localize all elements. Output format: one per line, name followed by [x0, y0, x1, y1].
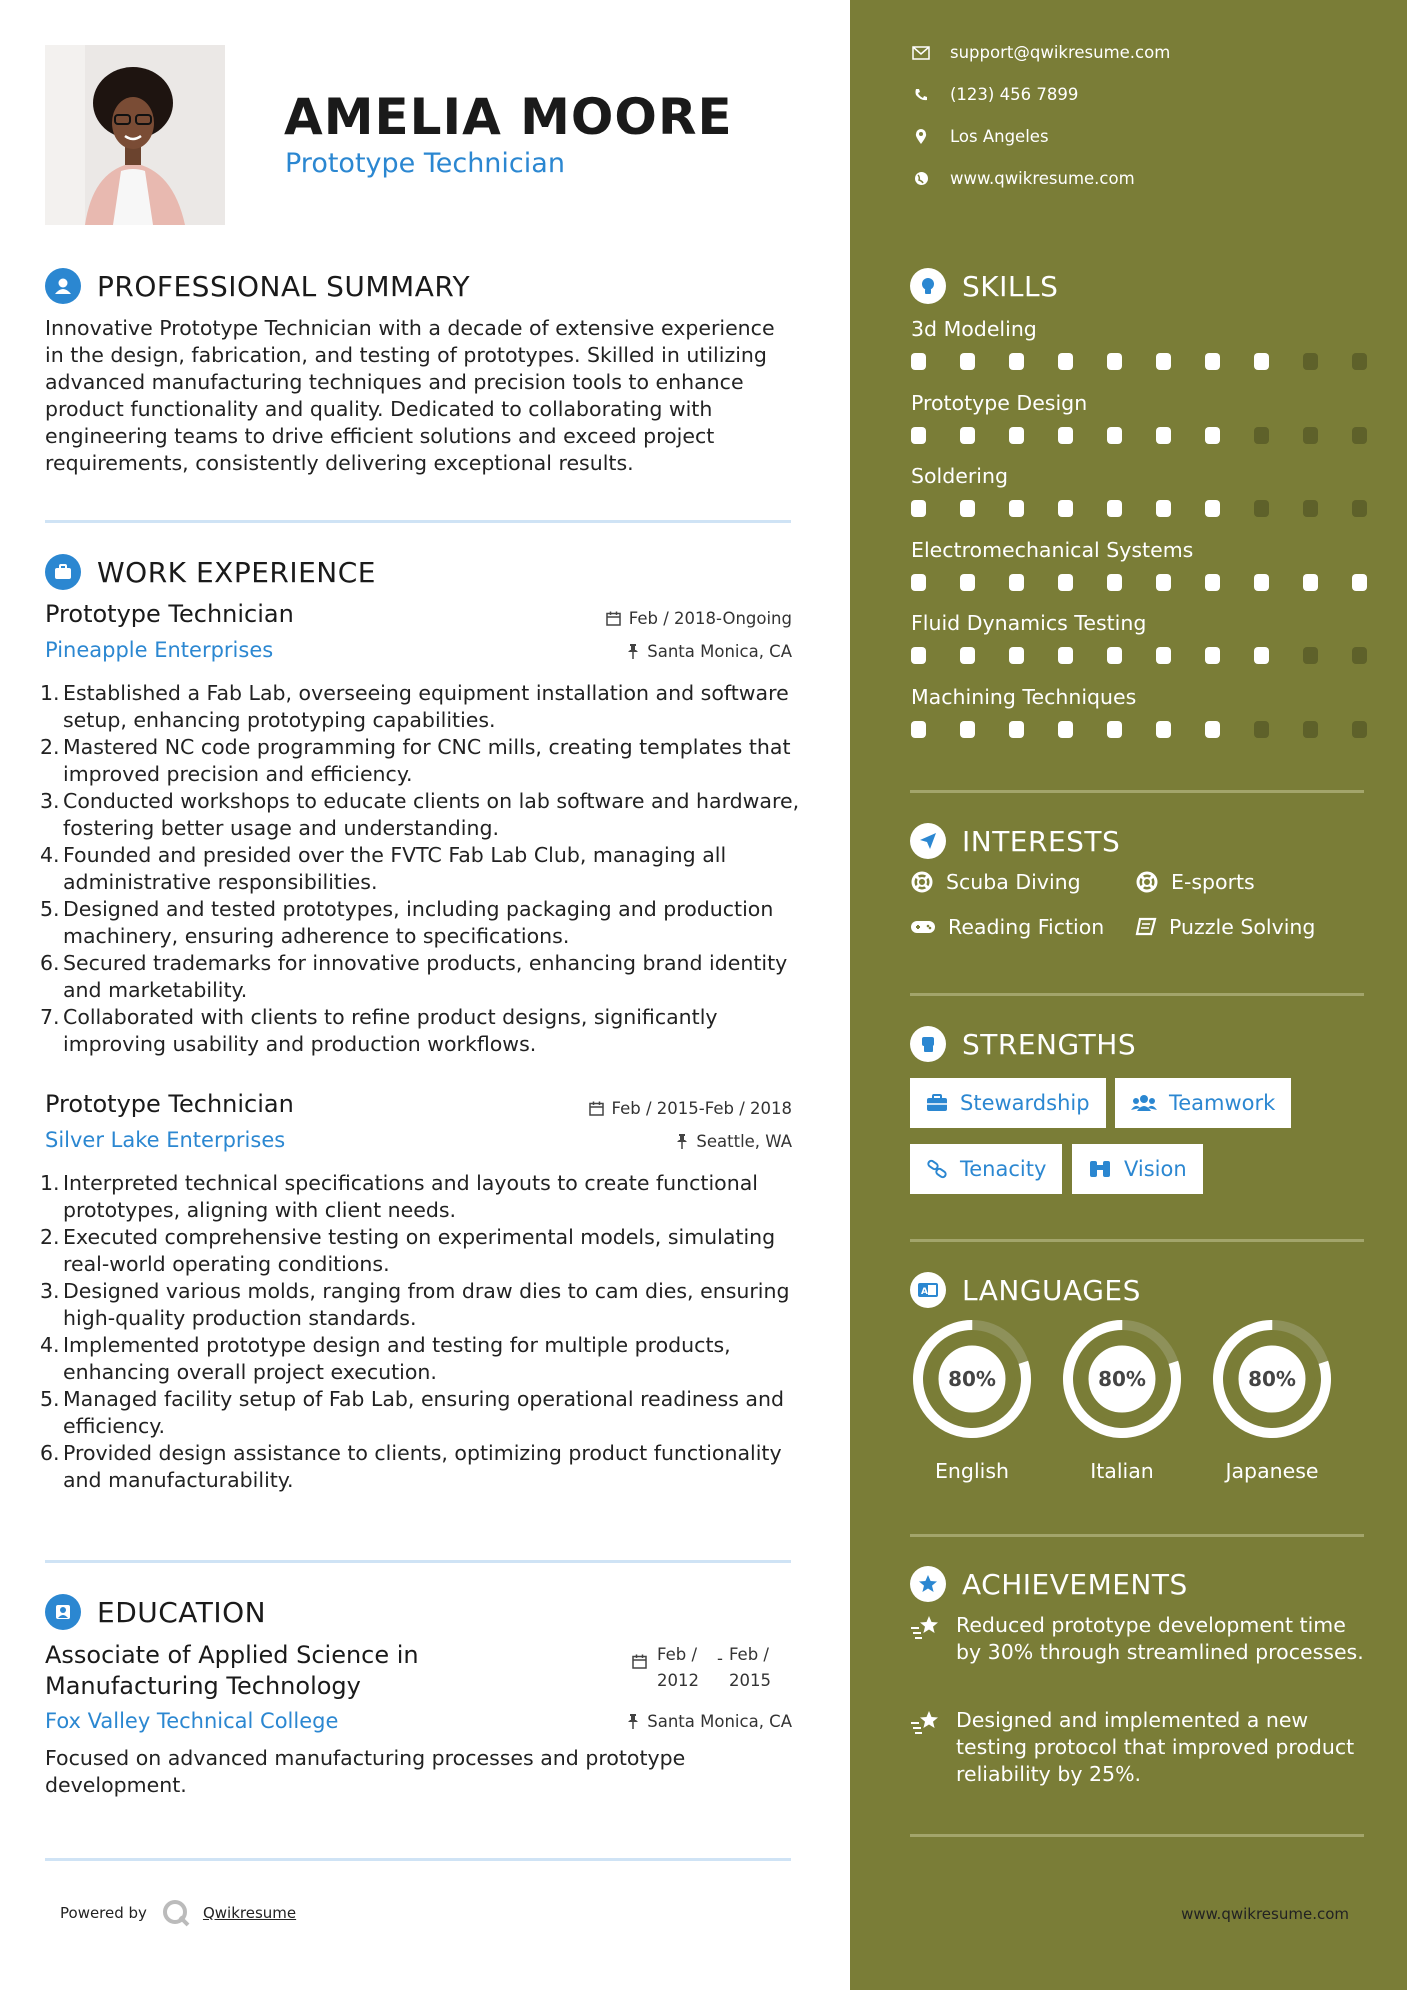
- language-item: [1210, 1317, 1334, 1483]
- rating-dot: [960, 427, 975, 444]
- calendar-icon: [606, 611, 621, 626]
- rating-dot: [1009, 647, 1024, 664]
- gamepad-icon: [910, 918, 936, 936]
- list-item: 2. Executed comprehensive testing on experimental models, simulating real-world operating conditions.: [40, 1225, 776, 1276]
- school-name: Fox Valley Technical College: [45, 1709, 339, 1733]
- languages-heading: [910, 1272, 1141, 1308]
- language-percent: 80%: [1248, 1367, 1296, 1391]
- list-item: 2. Mastered NC code programming for CNC mills, creating templates that improved precision and efficiency.: [40, 735, 791, 786]
- strength-badge: Stewardship: [910, 1078, 1106, 1128]
- education-heading: [45, 1594, 266, 1630]
- users-icon: [1131, 1094, 1157, 1112]
- brand-link[interactable]: Qwikresume: [202, 1904, 297, 1922]
- rating-dot: [1254, 353, 1269, 370]
- rating-dot: [1107, 353, 1122, 370]
- job-bullets: [40, 680, 800, 1058]
- rating-dot: [1205, 353, 1220, 370]
- skill-name: Electromechanical Systems: [911, 537, 1194, 562]
- interest-item: E-sports: [1135, 870, 1255, 894]
- rating-dot: [911, 721, 926, 738]
- list-item: 4. Founded and presided over the FVTC Fab Lab Club, managing all administrative responsibilities.: [40, 843, 727, 894]
- footer-website[interactable]: www.qwikresume.com: [1181, 1905, 1349, 1923]
- list-item: 5. Designed and tested prototypes, including packaging and production machinery, ensuring adherence to specifications.: [40, 897, 774, 948]
- rating-dot: [960, 721, 975, 738]
- divider: [45, 520, 791, 523]
- list-item: 1. Established a Fab Lab, overseeing equipment installation and software setup, enhancing prototyping capabilities.: [40, 681, 789, 732]
- achievement-item: Designed and implemented a new testing protocol that improved product reliability by 25%.: [910, 1707, 1370, 1788]
- skills-heading: [910, 268, 1058, 304]
- rating-dot: [1254, 500, 1269, 517]
- section-title: EDUCATION: [97, 1595, 267, 1629]
- job-title: Prototype Technician: [45, 600, 294, 628]
- lightbulb-icon: [910, 268, 946, 304]
- svg-text:A: A: [921, 1287, 928, 1297]
- list-item: 5. Managed facility setup of Fab Lab, ensuring operational readiness and efficiency.: [40, 1387, 784, 1438]
- pin-icon: [627, 1714, 639, 1729]
- rating-dot: [1009, 721, 1024, 738]
- rating-dot: [1352, 427, 1367, 444]
- section-title: STRENGTHS: [962, 1027, 1137, 1061]
- interest-item: Scuba Diving: [910, 870, 1081, 894]
- rating-dot: [1156, 647, 1171, 664]
- strengths-heading: [910, 1026, 1136, 1062]
- rating-dot: [1352, 574, 1367, 591]
- rating-dot: [911, 574, 926, 591]
- rating-dot: [1156, 500, 1171, 517]
- rating-dot: [1303, 721, 1318, 738]
- rating-dot: [1058, 500, 1073, 517]
- list-item: 3. Designed various molds, ranging from draw dies to cam dies, ensuring high-quality production standards.: [40, 1279, 790, 1330]
- rating-dot: [1303, 574, 1318, 591]
- divider: [910, 1834, 1364, 1837]
- rating-dot: [1156, 574, 1171, 591]
- rating-dot: [1009, 574, 1024, 591]
- contact-website: www.qwikresume.com: [910, 169, 1135, 188]
- language-ring: [910, 1317, 1034, 1441]
- skill-rating: [911, 721, 1401, 738]
- education-location: Santa Monica, CA: [627, 1712, 792, 1731]
- list-item: 6. Secured trademarks for innovative products, enhancing brand identity and marketability.: [40, 951, 788, 1002]
- section-title: WORK EXPERIENCE: [97, 555, 376, 589]
- rating-dot: [1205, 647, 1220, 664]
- list-item: 4. Implemented prototype design and testing for multiple products, enhancing overall project execution.: [40, 1333, 731, 1384]
- rating-dot: [1303, 427, 1318, 444]
- qwikresume-logo-icon: [161, 1898, 191, 1928]
- rating-dot: [911, 647, 926, 664]
- job-location: Santa Monica, CA: [627, 642, 792, 661]
- rating-dot: [911, 500, 926, 517]
- shooting-star-icon: [910, 1709, 944, 1788]
- rating-dot: [960, 647, 975, 664]
- calendar-icon: [632, 1654, 647, 1694]
- list-item: 1. Interpreted technical specifications and layouts to create functional prototypes, aligning with client needs.: [40, 1171, 758, 1222]
- pin-icon: [676, 1134, 688, 1149]
- language-name: Italian: [1090, 1459, 1154, 1483]
- envelope-icon: [910, 46, 932, 60]
- interests-heading: [910, 823, 1120, 859]
- star-icon: [910, 1566, 946, 1602]
- life-ring-icon: [1135, 870, 1159, 894]
- job-location: Seattle, WA: [676, 1132, 792, 1151]
- divider: [910, 993, 1364, 996]
- rating-dot: [1107, 574, 1122, 591]
- profile-photo: [45, 45, 225, 225]
- skill-rating: [911, 427, 1401, 444]
- rating-dot: [1205, 574, 1220, 591]
- pin-icon: [627, 644, 639, 659]
- interest-item: Puzzle Solving: [1135, 915, 1315, 939]
- powered-by: Powered by Qwikresume: [60, 1898, 296, 1928]
- list-item: 6. Provided design assistance to clients, optimizing product functionality and manufacturability.: [40, 1441, 782, 1492]
- skill-name: Fluid Dynamics Testing: [911, 611, 1147, 635]
- skill-name: Soldering: [911, 464, 1009, 488]
- language-icon: [910, 1272, 946, 1308]
- skill-rating: [911, 647, 1401, 664]
- link-icon: [926, 1159, 948, 1179]
- degree-title: Associate of Applied Science in Manufacturing Technology: [45, 1641, 419, 1700]
- binoculars-icon: [1088, 1159, 1112, 1179]
- skill-rating: [911, 500, 1401, 517]
- rating-dot: [1058, 647, 1073, 664]
- book-icon: [1135, 917, 1157, 937]
- language-ring: [1060, 1317, 1184, 1441]
- job-dates: Feb / 2015-Feb / 2018: [589, 1099, 792, 1118]
- rating-dot: [1254, 427, 1269, 444]
- job-title: Prototype Technician: [45, 1090, 294, 1118]
- language-item: [1060, 1317, 1184, 1483]
- language-percent: 80%: [948, 1367, 996, 1391]
- rating-dot: [1107, 427, 1122, 444]
- skill-rating: [911, 353, 1401, 370]
- section-title: PROFESSIONAL SUMMARY: [97, 269, 471, 303]
- rating-dot: [960, 500, 975, 517]
- fist-icon: [910, 1026, 946, 1062]
- rating-dot: [1205, 500, 1220, 517]
- language-percent: 80%: [1098, 1367, 1146, 1391]
- company-name: Silver Lake Enterprises: [45, 1128, 286, 1152]
- globe-icon: [910, 171, 932, 186]
- strength-badge: Teamwork: [1115, 1078, 1291, 1128]
- rating-dot: [911, 353, 926, 370]
- map-marker-icon: [910, 129, 932, 145]
- rating-dot: [1205, 721, 1220, 738]
- graduation-icon: [45, 1594, 81, 1630]
- achievements-heading: [910, 1566, 1188, 1602]
- language-ring: [1210, 1317, 1334, 1441]
- rating-dot: [1156, 353, 1171, 370]
- divider: [45, 1858, 791, 1861]
- section-title: LANGUAGES: [962, 1273, 1141, 1307]
- phone-icon: [910, 88, 932, 102]
- rating-dot: [1156, 721, 1171, 738]
- education-description: Focused on advanced manufacturing processes and prototype development.: [45, 1746, 686, 1797]
- rating-dot: [1205, 427, 1220, 444]
- rating-dot: [1352, 500, 1367, 517]
- rating-dot: [1254, 574, 1269, 591]
- job-bullets: [40, 1170, 800, 1494]
- divider: [910, 1239, 1364, 1242]
- rating-dot: [1009, 427, 1024, 444]
- rating-dot: [1352, 353, 1367, 370]
- rating-dot: [911, 427, 926, 444]
- strength-badge: Tenacity: [910, 1144, 1062, 1194]
- experience-heading: [45, 554, 376, 590]
- rating-dot: [1303, 353, 1318, 370]
- rating-dot: [1352, 647, 1367, 664]
- rating-dot: [960, 353, 975, 370]
- sidebar: [850, 0, 1407, 1990]
- skill-name: 3d Modeling: [911, 317, 1037, 341]
- strength-badge: Vision: [1072, 1144, 1203, 1194]
- rating-dot: [1303, 500, 1318, 517]
- rating-dot: [1009, 500, 1024, 517]
- language-name: English: [934, 1459, 1010, 1483]
- divider: [910, 790, 1364, 793]
- section-title: SKILLS: [962, 269, 1059, 303]
- shooting-star-icon: [910, 1614, 944, 1666]
- contact-email: support@qwikresume.com: [910, 43, 1170, 62]
- section-title: ACHIEVEMENTS: [962, 1567, 1188, 1601]
- interest-item: Reading Fiction: [910, 915, 1104, 939]
- summary-heading: [45, 268, 470, 304]
- company-name: Pineapple Enterprises: [45, 638, 274, 662]
- summary-text: Innovative Prototype Technician with a decade of extensive experience in the design, fabrication, and testing of prototypes. Skilled in utilizing advanced manufacturing techniques and precision tools to enhance product functionality and quality. Dedicated to collaborating with engineering teams to drive efficient solutions and exceed project requirements, consistently delivering exceptional results.: [45, 316, 775, 475]
- divider: [45, 1560, 791, 1563]
- job-dates: Feb / 2018-Ongoing: [606, 609, 792, 628]
- rating-dot: [1303, 647, 1318, 664]
- skill-name: Prototype Design: [911, 390, 1088, 415]
- rating-dot: [1107, 500, 1122, 517]
- calendar-icon: [589, 1101, 604, 1116]
- user-icon: [45, 268, 81, 304]
- candidate-role: Prototype Technician: [285, 148, 565, 179]
- candidate-name: AMELIA MOORE: [284, 88, 733, 146]
- language-name: Japanese: [1225, 1459, 1319, 1483]
- rating-dot: [1107, 721, 1122, 738]
- life-ring-icon: [910, 870, 934, 894]
- rating-dot: [960, 574, 975, 591]
- rating-dot: [1254, 647, 1269, 664]
- achievement-item: Reduced prototype development time by 30% through streamlined processes.: [910, 1612, 1370, 1666]
- rating-dot: [1107, 647, 1122, 664]
- rating-dot: [1352, 721, 1367, 738]
- list-item: 7. Collaborated with clients to refine product designs, significantly improving usability and production workflows.: [40, 1005, 718, 1056]
- contact-location: Los Angeles: [910, 127, 1049, 146]
- rating-dot: [1058, 353, 1073, 370]
- section-title: INTERESTS: [962, 824, 1121, 858]
- rating-dot: [1009, 353, 1024, 370]
- rating-dot: [1156, 427, 1171, 444]
- rating-dot: [1058, 574, 1073, 591]
- education-dates: Feb / 2012 - Feb / 2015: [632, 1642, 771, 1694]
- contact-phone: (123) 456 7899: [910, 85, 1078, 104]
- rating-dot: [1254, 721, 1269, 738]
- language-item: [910, 1317, 1034, 1483]
- briefcase-icon: [926, 1094, 948, 1112]
- rating-dot: [1058, 427, 1073, 444]
- briefcase-icon: [45, 554, 81, 590]
- divider: [910, 1534, 1364, 1537]
- rating-dot: [1058, 721, 1073, 738]
- paper-plane-icon: [910, 823, 946, 859]
- list-item: 3. Conducted workshops to educate clients on lab software and hardware, fostering better usage and understanding.: [40, 789, 800, 840]
- skill-rating: [911, 574, 1401, 591]
- skill-name: Machining Techniques: [911, 684, 1137, 709]
